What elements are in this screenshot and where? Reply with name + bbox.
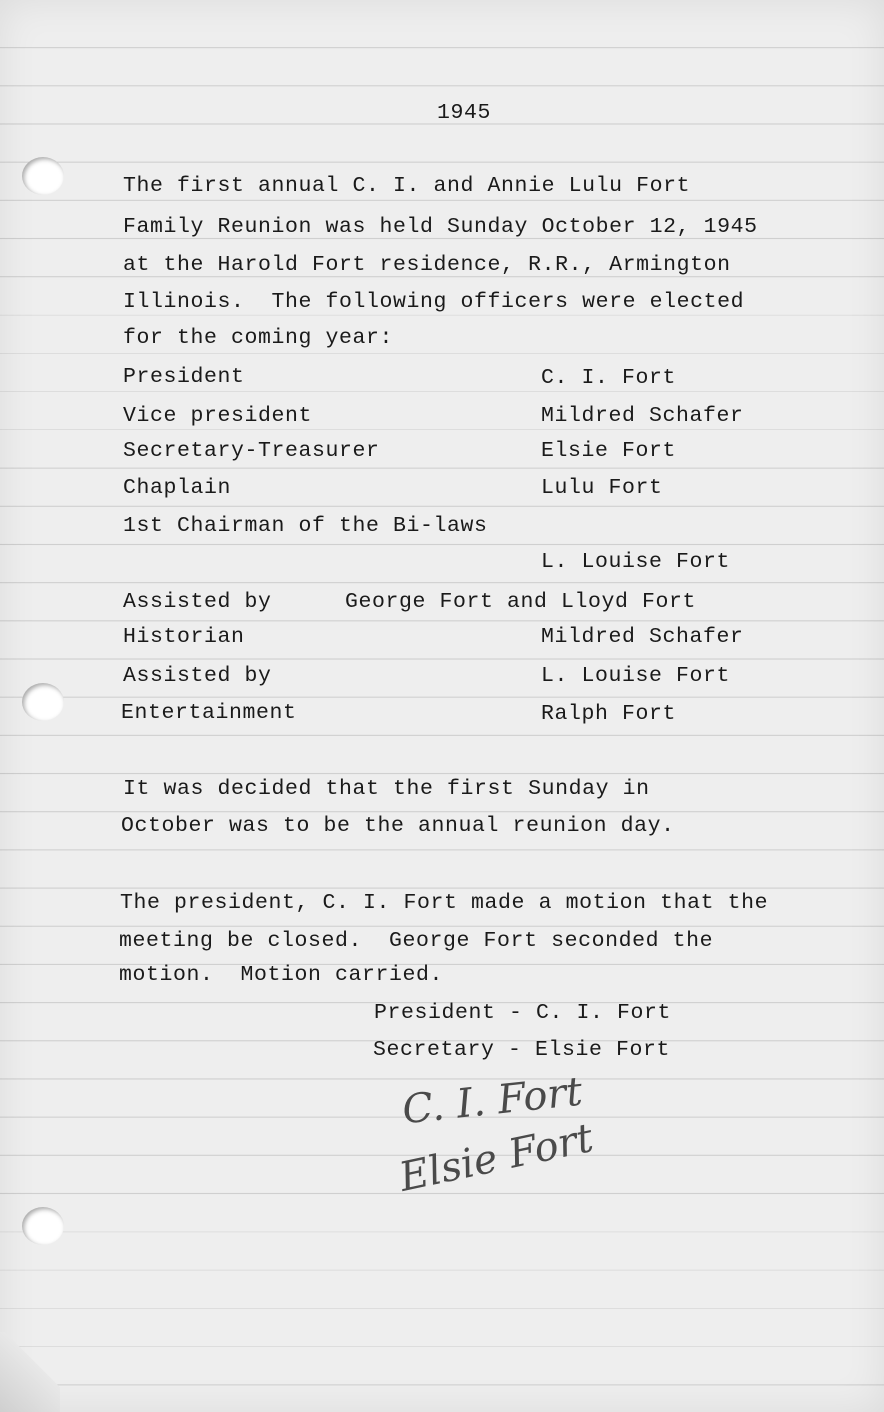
officer-name: C. I. Fort [541,366,677,390]
officer-role: Entertainment [121,701,297,725]
officer-name: L. Louise Fort [541,664,731,688]
intro-line: The first annual C. I. and Annie Lulu Fort [123,174,691,198]
officer-role: Assisted by [123,590,272,614]
paragraph-line: It was decided that the first Sunday in [123,777,650,801]
officer-name: L. Louise Fort [541,550,731,574]
officer-role: Historian [123,625,245,649]
intro-line: at the Harold Fort residence, R.R., Armington [123,253,731,277]
paragraph-line: meeting be closed. George Fort seconded the [119,929,714,953]
officer-name: Mildred Schafer [541,625,744,649]
intro-line: Illinois. The following officers were elected [123,290,745,314]
officer-name: George Fort and Lloyd Fort [345,590,697,614]
officer-name: Elsie Fort [541,439,677,463]
officer-name: Lulu Fort [541,476,663,500]
officer-role: President [123,365,245,389]
signature: Elsie Fort [395,1115,598,1201]
punch-hole [22,683,64,721]
curled-corner [0,1332,60,1412]
intro-line: Family Reunion was held Sunday October 12, 1945 [123,215,758,239]
paragraph-line: October was to be the annual reunion day. [121,814,675,838]
officer-name: Mildred Schafer [541,404,744,428]
officer-role: 1st Chairman of the Bi-laws [123,514,488,538]
officer-role: Assisted by [123,664,272,688]
closing-line: Secretary - Elsie Fort [373,1038,671,1062]
paragraph-line: motion. Motion carried. [119,963,444,987]
officer-role: Chaplain [123,476,232,500]
officer-role: Vice president [123,404,313,428]
punch-hole [22,157,64,195]
intro-line: for the coming year: [123,326,394,350]
signature: C. I. Fort [400,1068,585,1134]
paragraph-line: The president, C. I. Fort made a motion that the [120,891,769,915]
document-year: 1945 [437,101,492,125]
punch-hole [22,1207,64,1245]
closing-line: President - C. I. Fort [374,1001,672,1025]
officer-role: Secretary-Treasurer [123,439,380,463]
officer-name: Ralph Fort [541,702,677,726]
